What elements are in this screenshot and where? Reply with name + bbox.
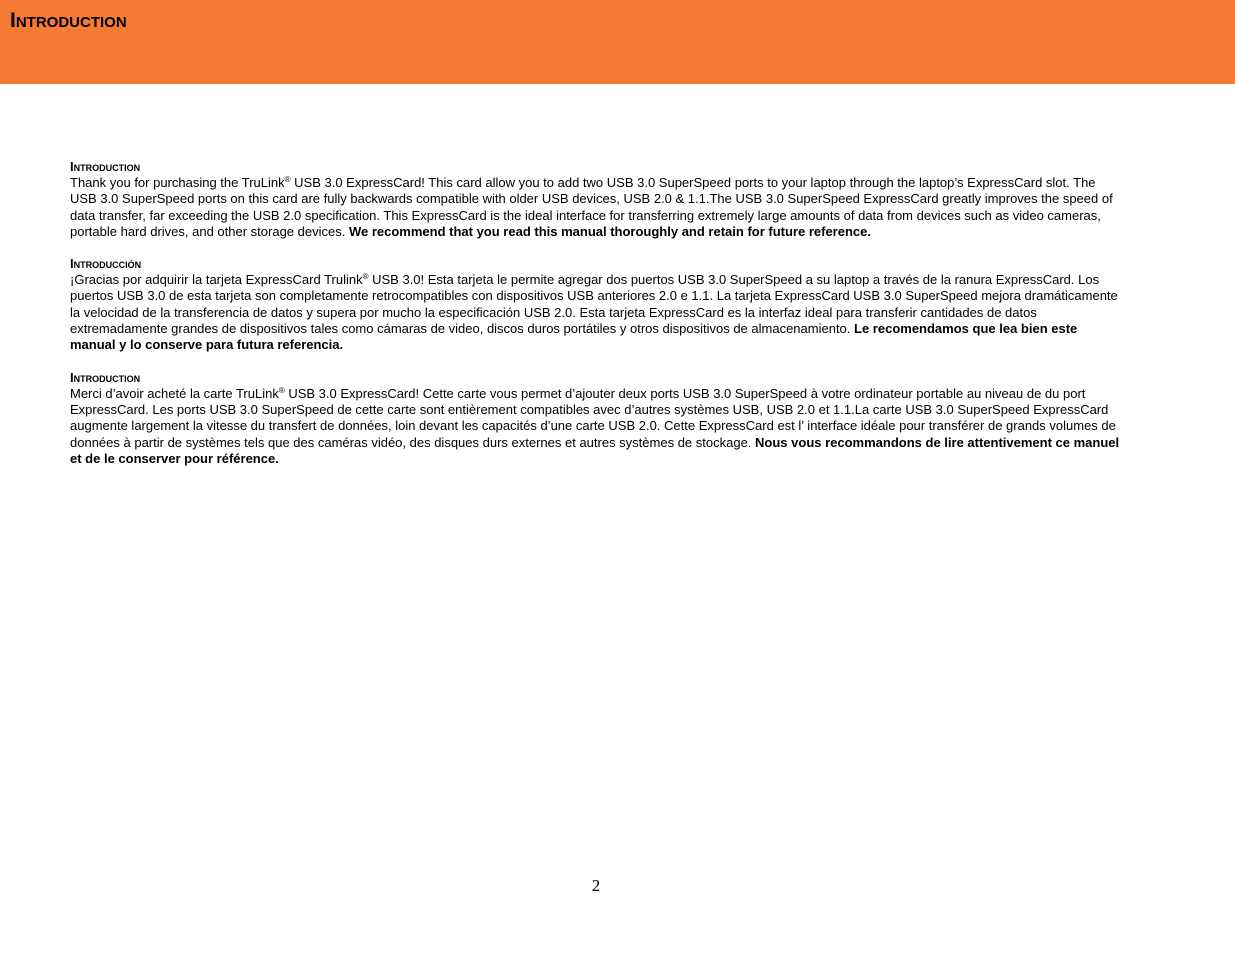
- section-french: [70, 369, 1125, 467]
- section-body: [70, 272, 1125, 353]
- body-text: USB 3.0! Esta tarjeta le permite agregar dos puertos USB 3.0 SuperSpeed a su laptop a través de la ranura ExpressCard. Los puertos USB 3.0 de esta tarjeta son completamente retrocompatibles con dispositivos USB anteriores 2.0 e 1.1. La tarjeta ExpressCard USB 3.0 SuperSpeed mejora dramáticamente la velocidad de la transferencia de datos y supera por mucho la especificación USB 2.0. Esta tarjeta ExpressCard es la interfaz ideal para transferir cantidades de datos extremadamente grandes de dispositivos tales como cámaras de video, discos duros portátiles y otros dispositivos de almacenamiento.: [70, 272, 1118, 337]
- document-content: [70, 158, 1125, 482]
- body-text: Merci d’avoir acheté la carte TruLink: [70, 385, 279, 401]
- page-number: 2: [591, 876, 601, 895]
- header-band: [0, 0, 1235, 84]
- body-text: USB 3.0 ExpressCard! Cette carte vous permet d’ajouter deux ports USB 3.0 SuperSpeed à votre ordinateur portable au niveau de du port ExpressCard. Les ports USB 3.0 SuperSpeed de cette carte sont entièrement compatibles avec d’autres systèmes USB, USB 2.0 et 1.1.La carte USB 3.0 SuperSpeed ExpressCard augmente largement la vitesse du transfert de données, loin devant les capacités d’une carte USB 2.0. Cette ExpressCard est l’ interface idéale pour transférer de grands volumes de données à partir de systèmes tels que des caméras vidéo, des disques durs externes et autres systèmes de stockage.: [70, 385, 1116, 450]
- registered-mark: ®: [284, 175, 291, 184]
- body-text: USB 3.0 ExpressCard! This card allow you to add two USB 3.0 SuperSpeed ports to your laptop through the laptop’s ExpressCard slot. The USB 3.0 SuperSpeed ports on this card are fully backwards compatible with older USB devices, USB 2.0 & 1.1.The USB 3.0 SuperSpeed ExpressCard greatly improves the speed of data transfer, far exceeding the USB 2.0 specification. This ExpressCard is the ideal interface for transferring extremely large amounts of data from devices such as video cameras, portable hard drives, and other storage devices.: [70, 175, 1113, 239]
- section-heading: Introduction: [70, 369, 141, 385]
- section-body: [70, 175, 1125, 240]
- recommendation-text: Le recomendamos que lea bien este manual y lo conserve para futura referencia.: [70, 321, 1078, 353]
- section-body: [70, 386, 1125, 467]
- recommendation-text: We recommend that you read this manual thoroughly and retain for future reference.: [348, 223, 871, 239]
- section-heading: Introducción: [70, 256, 142, 272]
- body-text: ¡Gracias por adquirir la tarjeta ExpressCard Trulink: [70, 272, 363, 288]
- recommendation-text: Nous vous recommandons de lire attentivement ce manuel et de le conserver pour référence.: [70, 434, 1120, 466]
- page-title: Introduction: [10, 9, 127, 32]
- section-heading: Introduction: [70, 159, 141, 174]
- section-english: [70, 158, 1125, 240]
- registered-mark: ®: [362, 272, 369, 282]
- body-text: Thank you for purchasing the TruLink: [70, 175, 285, 190]
- registered-mark: ®: [278, 385, 285, 395]
- section-spanish: [70, 255, 1125, 353]
